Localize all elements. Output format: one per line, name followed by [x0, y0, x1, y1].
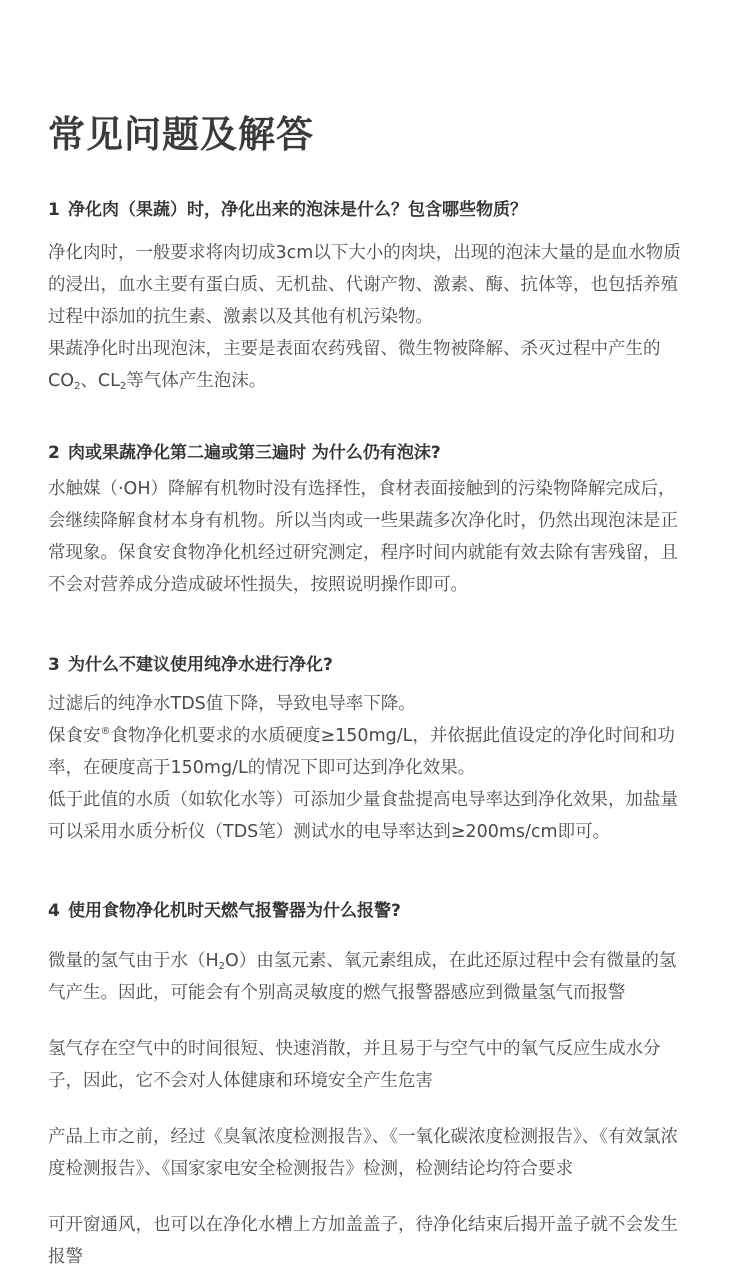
answer-paragraph: 产品上市之前，经过《臭氧浓度检测报告》、《一氧化碳浓度检测报告》、《有效氯浓度检测报告》、《国家家电安全检测报告》检测，检测结论均符合要求 [48, 1127, 678, 1179]
answer-paragraph: 微量的氢气由于水$(H_2O)$由氢元素、氧元素组成，在此还原过程中会有微量的氢气产生。因此，可能会有个别高灵敏度的燃气报警器感应到微量氢气而报警 [48, 951, 677, 1003]
registered-mark: ® [100, 726, 111, 737]
faq-item-3 [48, 651, 688, 848]
question-title [48, 439, 688, 467]
subscript: 2 [74, 381, 81, 392]
subscript: 2 [218, 961, 226, 972]
faq-item-2 [48, 439, 688, 601]
question-text: 净化肉（果蔬）时，净化出来的泡沫是什么？包含哪些物质？ [68, 200, 527, 220]
answer-paragraph: 净化肉时，一般要求将肉切成3cm以下大小的肉块，出现的泡沫大量的是血水物质的浸出，血水主要有蛋白质、无机盐、代谢产物、激素、酶、抗体等，也包括养殖过程中添加的抗生素、激素以及其他有机污染物。 [48, 243, 681, 327]
page-title: 常见问题及解答 [48, 113, 314, 156]
answer-paragraph: 果蔬净化时出现泡沫，主要是表面农药残留、微生物被降解、杀灭过程中产生的$CO_2$、$CL_2$等气体产生泡沫。 [48, 339, 661, 392]
faq-item-4 [48, 897, 688, 1273]
answer [48, 473, 688, 601]
faq-item-1 [48, 196, 688, 397]
question-text: 肉或果蔬净化第二遍或第三遍时 为什么仍有泡沫? [68, 443, 441, 463]
answer [48, 945, 688, 1273]
answer [48, 688, 688, 848]
answer-paragraph: 保食安®食物净化机要求的水质硬度≥150mg/L，并依据此值设定的净化时间和功率，在硬度高于150mg/L的情况下即可达到净化效果。 [48, 726, 675, 778]
question-number: 3 [48, 655, 60, 675]
answer-paragraph: 过滤后的纯净水TDS值下降，导致电导率下降。 [48, 694, 416, 714]
answer-paragraph: 氢气存在空气中的时间很短、快速消散，并且易于与空气中的氧气反应生成水分子，因此，它不会对人体健康和环境安全产生危害 [48, 1039, 661, 1091]
question-title [48, 897, 688, 925]
question-title [48, 651, 688, 679]
question-number: 1 [48, 200, 60, 220]
question-text: 使用食物净化机时天燃气报警器为什么报警? [68, 901, 401, 921]
answer-paragraph: 低于此值的水质（如软化水等）可添加少量食盐提高电导率达到净化效果，加盐量可以采用水质分析仪（TDS笔）测试水的电导率达到≥200ms/cm即可。 [48, 790, 678, 842]
subscript: 2 [119, 381, 127, 392]
answer-paragraph: 可开窗通风，也可以在净化水槽上方加盖盖子，待净化结束后揭开盖子就不会发生报警 [48, 1215, 678, 1267]
question-text: 为什么不建议使用纯净水进行净化? [68, 655, 333, 675]
answer [48, 237, 688, 397]
answer-paragraph: 水触媒（·OH）降解有机物时没有选择性，食材表面接触到的污染物降解完成后，会继续降解食材本身有机物。所以当肉或一些果蔬多次净化时，仍然出现泡沫是正常现象。保食安食物净化机经过研究测定，程序时间内就能有效去除有害残留，且不会对营养成分造成破坏性损失，按照说明操作即可。 [48, 479, 678, 595]
question-number: 4 [48, 901, 60, 921]
question-number: 2 [48, 443, 60, 463]
question-title [48, 196, 688, 224]
